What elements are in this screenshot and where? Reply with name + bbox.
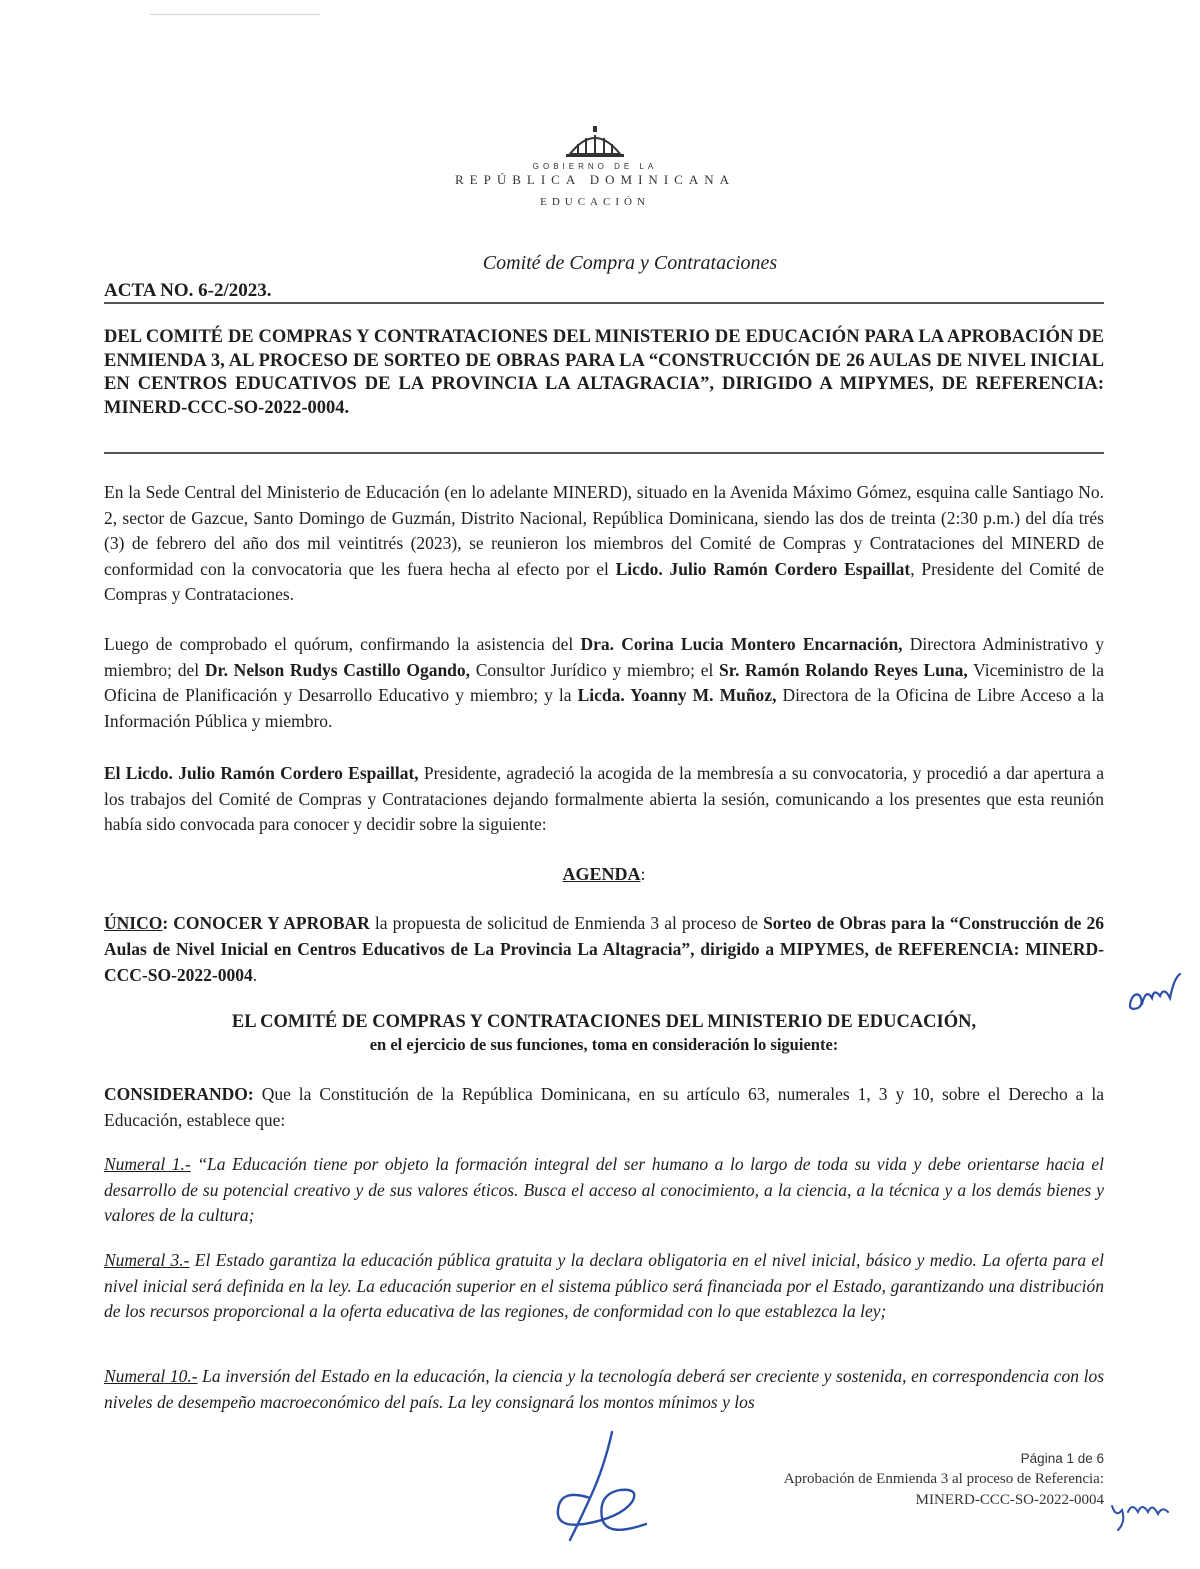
agenda-item-unico bbox=[104, 910, 1104, 988]
resolution-heading-line1: EL COMITÉ DE COMPRAS Y CONTRATACIONES DEL MINISTERIO DE EDUCACIÓN, bbox=[231, 1012, 977, 1032]
signature-mark bbox=[550, 1428, 660, 1548]
footer-reference-line: Aprobación de Enmienda 3 al proceso de Referencia: bbox=[783, 1471, 1104, 1487]
unico-label: ÚNICO bbox=[104, 913, 163, 933]
quorum-text-a: Luego de comprobado el quórum, confirmando la asistencia del bbox=[104, 634, 581, 654]
numeral-text: “La Educación tiene por objeto la formación integral del ser humano a lo largo de toda su vida y debe orientarse hacia el desarrollo de su potencial creativo y de sus valores éticos. Busca el acceso al conocimiento, a la ciencia, a la técnica y a los demás bienes y valores de la cultura; bbox=[104, 1154, 1104, 1225]
committee-resolution-heading bbox=[104, 1010, 1104, 1056]
considerando-label: CONSIDERANDO: bbox=[104, 1084, 254, 1104]
opening-text-a: El Licdo. bbox=[104, 763, 179, 783]
footer-reference-code: MINERD-CCC-SO-2022-0004 bbox=[915, 1492, 1104, 1508]
divider-bottom bbox=[104, 452, 1104, 454]
logo-line-republica: REPÚBLICA DOMINICANA bbox=[455, 172, 735, 187]
numeral-label: Numeral 3.- bbox=[104, 1250, 190, 1270]
ministry-logo bbox=[420, 124, 770, 210]
document-title: DEL COMITÉ DE COMPRAS Y CONTRATACIONES DEL MINISTERIO DE EDUCACIÓN PARA LA APROBACIÓN DE ENMIENDA 3, AL PROCESO DE SORTEO DE OBRAS PARA LA “CONSTRUCCIÓN DE 26 AULAS DE NIVEL INICIAL EN CENTROS EDUCATIVOS DE LA PROVINCIA LA ALTAGRACIA”, DIRIGIDO A MIPYMES, DE REFERENCIA: MINERD-CCC-SO-2022-0004. bbox=[104, 327, 1104, 418]
member-name-montero: Dra. Corina Lucia Montero Encarnación, bbox=[580, 634, 903, 654]
numeral-1 bbox=[104, 1152, 1104, 1229]
committee-heading: Comité de Compra y Contrataciones bbox=[482, 252, 778, 274]
resolution-heading-line2: en el ejercicio de sus funciones, toma en consideración lo siguiente: bbox=[369, 1035, 839, 1054]
opening-paragraph bbox=[104, 761, 1104, 838]
quorum-text-g: Viceministro de la Oficina de Planificación y Desarrollo Educativo y miembro; y la bbox=[104, 659, 1104, 705]
logo-line-educacion: EDUCACIÓN bbox=[540, 196, 650, 208]
quorum-text-e: Consultor Jurídico y miembro; el bbox=[470, 659, 720, 680]
numeral-3 bbox=[104, 1248, 1104, 1325]
quorum-text-c: Directora Administrativo y miembro; del bbox=[104, 634, 1104, 680]
intro-tail: , Presidente del Comité de Compras y Contrataciones. bbox=[104, 558, 1104, 604]
considerando-text: Que la Constitución de la República Dominicana, en su artículo 63, numerales 1, 3 y 10, sobre el Derecho a la Educación, establece que: bbox=[104, 1084, 1104, 1130]
member-name-castillo: Dr. Nelson Rudys Castillo Ogando, bbox=[204, 659, 471, 680]
government-building-icon bbox=[560, 124, 630, 160]
unico-text-b: la propuesta de solicitud de Enmienda 3 al proceso de bbox=[369, 913, 764, 933]
numeral-text: El Estado garantiza la educación pública gratuita y la declara obligatoria en el nivel inicial, básico y medio. La oferta para el nivel inicial será definida en la ley. La educación superior en el sistema público será financiada por el Estado, garantizando una distribución de los recursos proporcional a la oferta educativa de las regiones, de conformidad con lo que establezca la ley; bbox=[104, 1250, 1104, 1321]
logo-line-gobierno: GOBIERNO DE LA bbox=[532, 162, 658, 171]
agenda-label: AGENDA bbox=[562, 864, 641, 884]
handwritten-initials-ym bbox=[1108, 1492, 1178, 1532]
considerando-paragraph bbox=[104, 1082, 1104, 1133]
acta-number: ACTA NO. 6-2/2023. bbox=[104, 280, 272, 301]
intro-text: En la Sede Central del Ministerio de Educación (en lo adelante MINERD), situado en la Avenida Máximo Gómez, esquina calle Santiago No. 2, sector de Gazcue, Santo Domingo de Guzmán, Distrito Nacional, República Dominicana, siendo las dos de treinta (2:30 p.m.) del día trés (3) de febrero del año dos mil veintitrés (2023), se reunieron los miembros del Comité de Compras y Contrataciones del MINERD de conformidad con la convocatoria que les fuera hecha al efecto por el bbox=[104, 482, 1104, 579]
agenda-heading bbox=[104, 864, 1104, 885]
page-footer bbox=[700, 1448, 1104, 1511]
numeral-label: Numeral 10.- bbox=[104, 1366, 198, 1386]
numeral-text: La inversión del Estado en la educación, la ciencia y la tecnología deberá ser creciente y sostenida, en correspondencia con los niveles de desempeño macroeconómico del país. La ley consignará los montos mínimos y los bbox=[104, 1366, 1105, 1412]
opening-text-c: Presidente, agradeció la acogida de la membresía a su convocatoria, y procedió a dar apertura a los trabajos del Comité de Compras y Contrataciones dejando formalmente abierta la sesión, comunicando a los presentes que esta reunión había sido convocada para conocer y decidir sobre la siguiente: bbox=[104, 763, 1104, 834]
divider-top bbox=[104, 302, 1104, 304]
agenda-colon: : bbox=[640, 864, 646, 884]
scan-artifact bbox=[150, 14, 320, 15]
quorum-text-i: Directora de la Oficina de Libre Acceso a la Información Pública y miembro. bbox=[104, 685, 1104, 731]
unico-period: . bbox=[252, 965, 258, 985]
page-number: Página 1 de 6 bbox=[1020, 1451, 1104, 1466]
president-name: Licdo. Julio Ramón Cordero Espaillat bbox=[615, 558, 911, 579]
unico-action: : CONOCER Y APROBAR bbox=[162, 913, 370, 933]
numeral-10 bbox=[104, 1364, 1104, 1415]
numeral-label: Numeral 1.- bbox=[104, 1154, 191, 1174]
member-name-munoz: Licda. Yoanny M. Muñoz, bbox=[577, 685, 777, 705]
quorum-paragraph bbox=[104, 632, 1104, 734]
handwritten-initials-em bbox=[1124, 968, 1184, 1018]
member-name-reyes: Sr. Ramón Rolando Reyes Luna, bbox=[719, 659, 968, 680]
president-name-2: Julio Ramón Cordero Espaillat, bbox=[178, 763, 419, 783]
unico-process-name: Sorteo de Obras para la “Construcción de 26 Aulas de Nivel Inicial en Centros Educativos de La Provincia La Altagracia”, dirigido a MIPYMES, de REFERENCIA: MINERD-CCC-SO-2022-0004 bbox=[104, 913, 1104, 985]
intro-paragraph bbox=[104, 480, 1104, 608]
